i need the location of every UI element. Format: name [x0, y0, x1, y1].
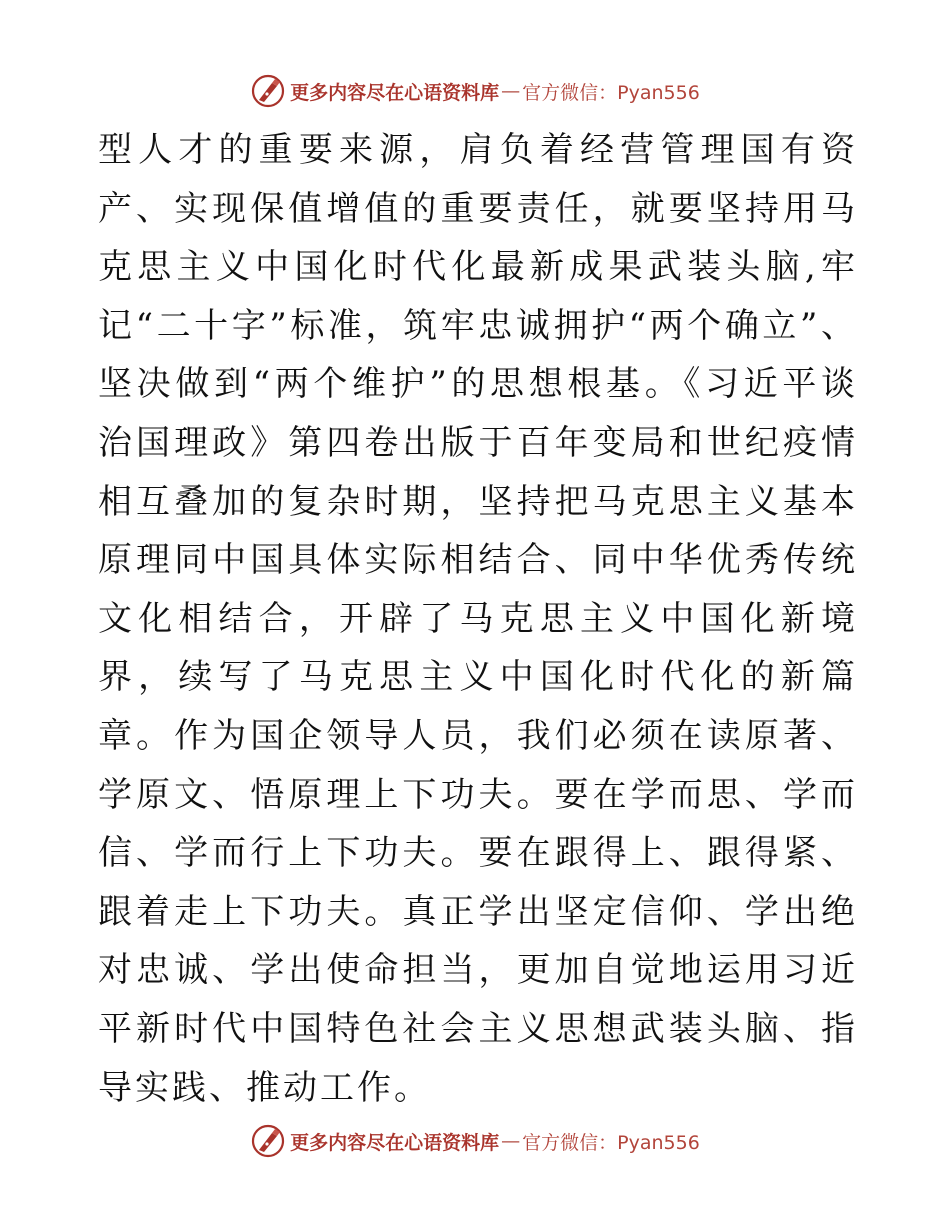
header-site-name: 更多内容尽在心语资料库	[290, 81, 500, 104]
header-banner[interactable]	[0, 71, 950, 111]
footer-wechat-id: 官方微信：Pyan556	[522, 1131, 700, 1154]
footer-banner[interactable]	[0, 1121, 950, 1161]
footer-site-name: 更多内容尽在心语资料库	[290, 1131, 500, 1154]
body-paragraph: 型人才的重要来源，肩负着经营管理国有资产、实现保值增值的重要责任，就要坚持用马克思主义中国化时代化最新成果武装头脑,牢记“二十字”标准，筑牢忠诚拥护“两个确立”、坚决做到“两个维护”的思想根基。《习近平谈治国理政》第四卷出版于百年变局和世纪疫情相互叠加的复杂时期，坚持把马克思主义基本原理同中国具体实际相结合、同中华优秀传统文化相结合，开辟了马克思主义中国化新境界，续写了马克思主义中国化时代化的新篇章。作为国企领导人员，我们必须在读原著、学原文、悟原理上下功夫。要在学而思、学而信、学而行上下功夫。要在跟得上、跟得紧、跟着走上下功夫。真正学出坚定信仰、学出绝对忠诚、学出使命担当，更加自觉地运用习近平新时代中国特色社会主义思想武装头脑、指导实践、推动工作。	[98, 130, 858, 1108]
footer-separator: —	[501, 1130, 521, 1152]
header-separator: —	[501, 80, 521, 102]
header-wechat-id: 官方微信：Pyan556	[522, 81, 700, 104]
pen-nib-seal-icon	[250, 1123, 286, 1159]
pen-nib-seal-icon	[250, 73, 286, 109]
